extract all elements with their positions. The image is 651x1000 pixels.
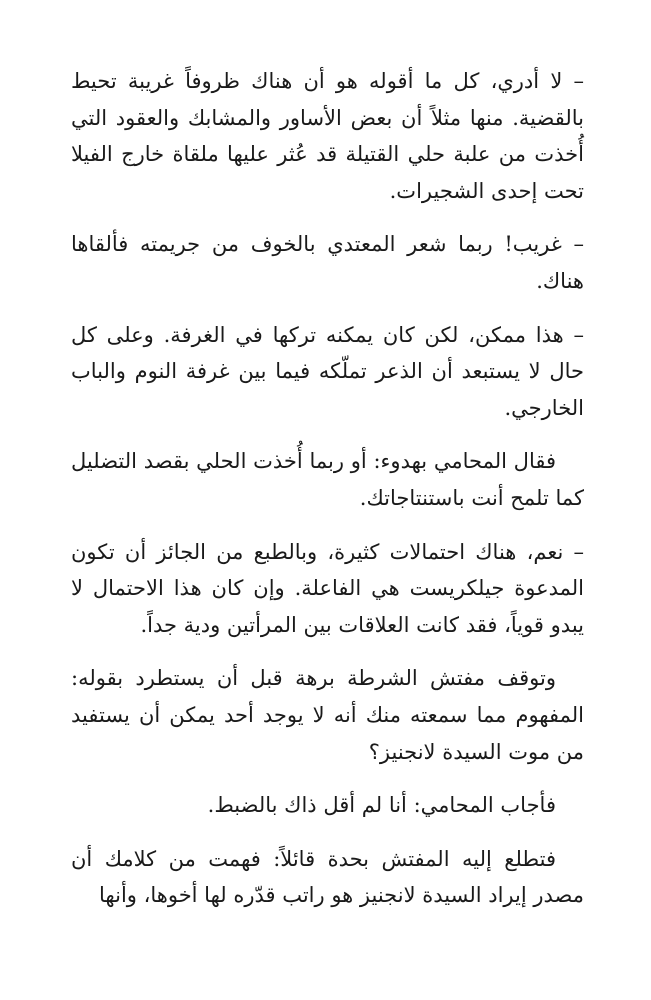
paragraph-6: وتوقف مفتش الشرطة برهة قبل أن يستطرد بقوله: المفهوم مما سمعته منك أنه لا يوجد أحد يمكن أن يستفيد من موت السيدة لانجنيز؟: [71, 666, 584, 764]
paragraph-8: فتطلع إليه المفتش بحدة قائلاً: فهمت من كلامك أن مصدر إيراد السيدة لانجنيز هو راتب قدّره لها أخوها، وأنها: [71, 846, 584, 908]
paragraph-1: – لا أدري، كل ما أقوله هو أن هناك ظروفاً غريبة تحيط بالقضية. منها مثلاً أن بعض الأساور والمشابك والعقود التي أُخذت من علبة حلي القتيلة قد عُثر عليها ملقاة خارج الفيلا تحت إحدى الشجيرات.: [71, 69, 584, 203]
paragraph-2: – غريب! ربما شعر المعتدي بالخوف من جريمته فألقاها هناك.: [71, 232, 584, 293]
book-page: [0, 63, 651, 1000]
paragraph-3: – هذا ممكن، لكن كان يمكنه تركها في الغرفة. وعلى كل حال لا يستبعد أن الذعر تملّكه فيما بين غرفة النوم والباب الخارجي.: [71, 322, 584, 420]
paragraph-7: فأجاب المحامي: أنا لم أقل ذاك بالضبط.: [207, 793, 556, 818]
paragraph-5: – نعم، هناك احتمالات كثيرة، وبالطبع من الجائز أن تكون المدعوة جيلكريست هي الفاعلة. وإن كان هذا الاحتمال لا يبدو قوياً، فقد كانت العلاقات بين المرأتين ودية جداً.: [71, 539, 584, 637]
paragraph-4: فقال المحامي بهدوء: أو ربما أُخذت الحلي بقصد التضليل كما تلمح أنت باستنتاجاتك.: [71, 449, 584, 510]
